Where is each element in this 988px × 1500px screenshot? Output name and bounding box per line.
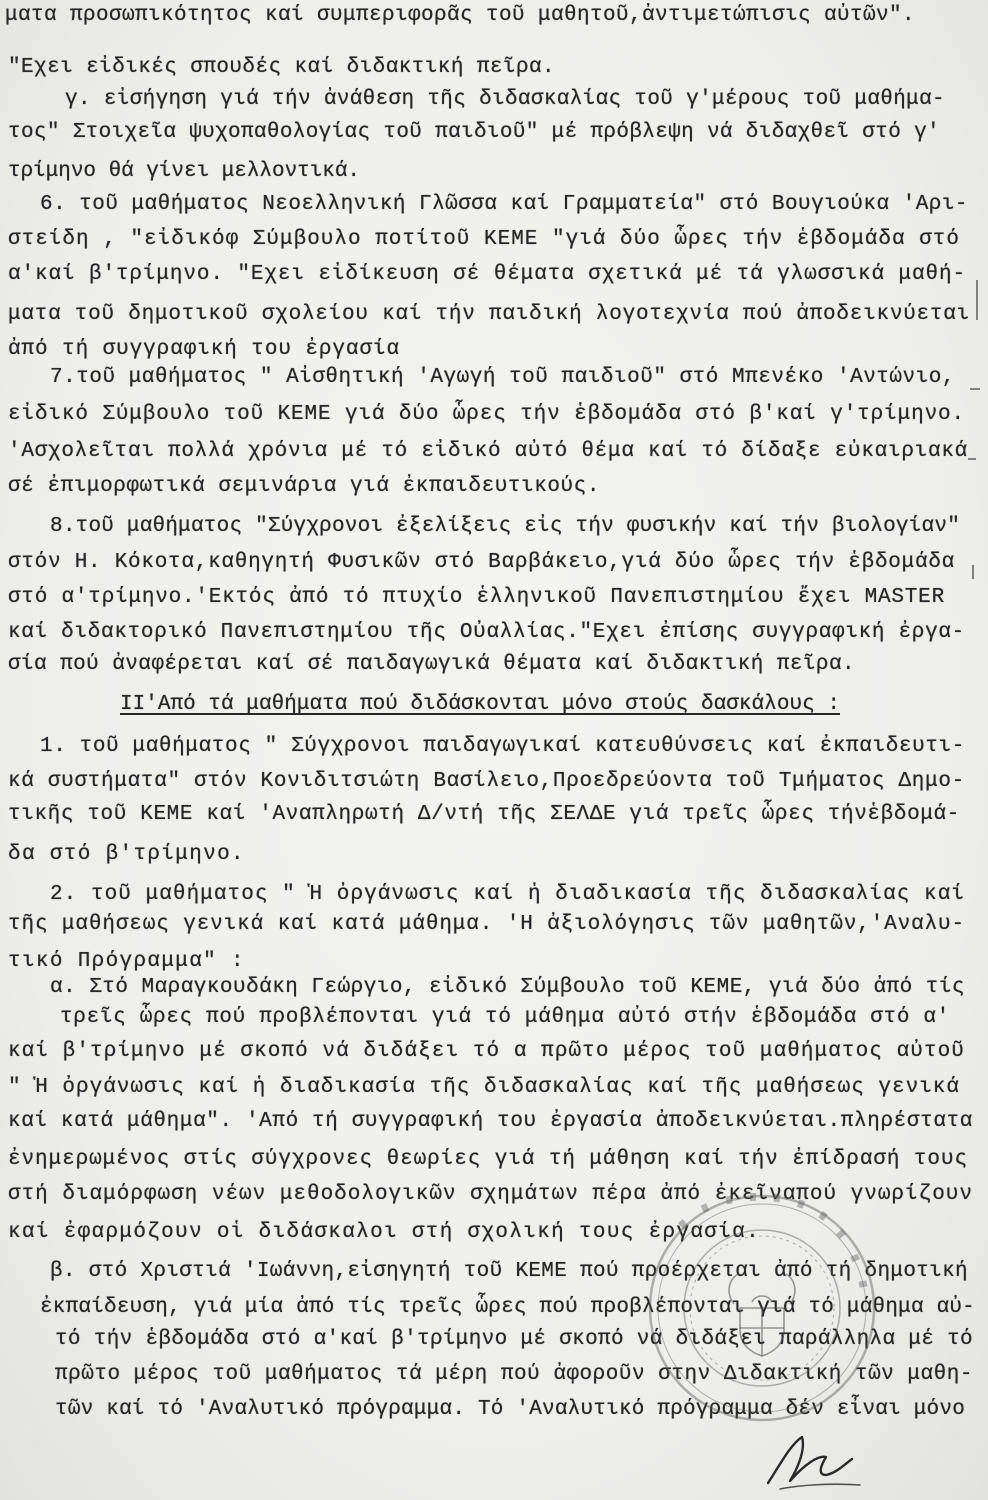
line-text: καί ἐφαρμόζουν οἱ διδάσκαλοι στή σχολική τους ἐργασία. [8,1221,761,1244]
text-line [8,652,855,678]
text-line [8,842,245,868]
text-line [50,882,965,908]
line-text: ἀπό τή συγγραφική του ἐργασία [8,338,400,361]
line-text: στή διαμόρφωση νέων μεθοδολογικῶν σχημάτων πέρα ἀπό ἐκεῖναπού γνωρίζουν [8,1183,973,1206]
line-text: στόν Η. Κόκοτα,καθηγητή Φυσικῶν στό Βαρβάκειο,γιά δύο ὧρες τήν ἑβδομάδα [8,551,956,574]
text-line [50,1259,968,1285]
line-text: εἰδικό Σύμβουλο τοῦ ΚΕΜΕ γιά δύο ὧρες τήν ἑβδομάδα στό β'καί γ'τρίμηνο. [8,403,966,426]
text-line [40,192,968,218]
line-text: 1. τοῦ μαθήματος " Σύγχρονοι παιδαγωγικαί κατευθύνσεις καί ἐκπαιδευτι- [40,735,965,758]
line-text: β. στό Χριστιά 'Ιωάννη,εἰσηγητή τοῦ ΚΕΜΕ πού προέρχεται ἀπό τή δημοτική [50,1260,968,1283]
line-text: ματα τοῦ δημοτικοῦ σχολείου καί τήν παιδική λογοτεχνία πού ἀποδεικνύεται [8,303,970,326]
text-line [8,262,966,288]
text-line [40,734,965,760]
text-line [8,949,245,975]
margin-mark [968,458,976,460]
line-text: σέ ἐπιμορφωτικά σεμινάρια γιά ἐκπαιδευτικούς. [8,475,600,498]
text-line [55,1397,965,1423]
line-text: στό α'τρίμηνο.'Εκτός ἀπό τό πτυχίο ἑλληνικοῦ Πανεπιστημίου ἔχει MASTER [8,586,945,609]
line-text: δα στό β'τρίμηνο. [8,843,245,866]
line-text: "Εχει εἰδικές σπουδές καί διδακτική πεῖρα. [8,56,556,79]
line-text: 6. τοῦ μαθήματος Νεοελληνική Γλῶσσα καί Γραμματεία" στό Βουγιούκα 'Αρι- [40,193,968,216]
line-text: κά συστήματα" στόν Κονιδιτσιώτη Βασίλειο,Προεδρεύοντα τοῦ Τμήματος Δημο- [8,770,965,793]
signature [760,1425,870,1495]
line-text: τικῆς τοῦ ΚΕΜΕ καί 'Αναπληρωτή Δ/ντή τῆς ΣΕΛΔΕ γιά τρεῖς ὧρες τήνἑβδομά- [8,803,960,826]
text-line [50,975,965,1001]
margin-mark [976,280,978,320]
text-line [8,1109,973,1135]
text-line [55,1362,973,1388]
line-text: τρίμηνο θά γίνει μελλοντικά. [8,160,360,183]
line-text: πρῶτο μέρος τοῦ μαθήματος τά μέρη πού ἀφοροῦν στην Διδακτική τῶν μαθη- [55,1363,973,1386]
line-text: 2. τοῦ μαθήματος " Ἡ ὀργάνωσις καί ἡ διαδικασία τῆς διδασκαλίας καί [50,883,966,906]
line-text: 'Ασχολεῖται πολλά χρόνια μέ τό εἰδικό αὐτό θέμα καί τό δίδαξε εὐκαιριακά [8,440,968,463]
text-line [60,1005,950,1031]
line-text: α. Στό Μαραγκουδάκη Γεώργιο, εἰδικό Σύμβουλο τοῦ ΚΕΜΕ, γιά δύο ἀπό τίς [50,976,965,999]
line-text: 7.τοῦ μαθήματος " Αἰσθητική 'Αγωγή τοῦ παιδιοῦ" στό Μπενέκο 'Αντώνιο, [50,366,956,389]
text-line [8,620,965,646]
text-line [8,337,400,363]
text-line [8,802,960,828]
margin-mark [972,565,974,579]
line-text: γ. εἰσήγηση γιά τήν ἀνάθεση τῆς διδασκαλίας τοῦ γ'μέρους τοῦ μαθήμα- [65,88,945,111]
text-line [8,912,965,938]
text-line [8,585,945,611]
line-text: ματα προσωπικότητος καί συμπεριφορᾶς τοῦ μαθητοῦ,ἀντιμετώπισις αὐτῶν". [5,4,916,27]
line-text: τικό Πρόγραμμα" : [8,950,245,973]
heading-text: ΙΙ'Από τά μαθήματα πού διδάσκονται μόνο στούς δασκάλους : [120,693,840,716]
text-line [8,1182,973,1208]
text-line [8,159,360,185]
line-text: α'καί β'τρίμηνο. "Εχει εἰδίκευση σέ θέματα σχετικά μέ τά γλωσσικά μαθή- [8,263,967,286]
text-line [8,1220,760,1246]
text-line [8,227,960,253]
text-line [8,302,970,328]
text-line [5,3,915,29]
line-text: ἐκπαίδευση, γιά μία ἀπό τίς τρεῖς ὧρες πού προβλέπονται γιά τό μάθημα αὐ- [40,1296,975,1319]
line-text: 8.τοῦ μαθήματος "Σύγχρονοι ἐξελίξεις εἰς τήν φυσικήν καί τήν βιολογίαν" [50,515,961,538]
line-text: τῆς μαθήσεως γενικά καί κατά μάθημα. 'Η ἀξιολόγησις τῶν μαθητῶν,'Αναλυ- [8,913,966,936]
text-line [8,1039,965,1065]
section-heading [120,692,840,718]
line-text: στείδη , "εἰδικόφ Σύμβουλο ποτίτοῦ ΚΕΜΕ "γιά δύο ὧρες τήν ἑβδομάδα στό [8,228,961,251]
text-line [8,550,955,576]
text-line [50,514,960,540]
text-line [50,365,955,391]
text-line [8,1147,968,1173]
line-text: τῶν καί τό 'Αναλυτικό πρόγραμμα. Τό 'Αναλυτικό πρόγραμμα δέν εἶναι μόνο [55,1398,966,1421]
line-text: ἐνημερωμένος στίς σύγχρονες θεωρίες γιά τή μάθηση καί τήν ἐπίδρασή τους [8,1148,968,1171]
text-line [65,87,945,113]
line-text: " Ἡ ὀργάνωσις καί ἡ διαδικασία τῆς διδασκαλίας καί τῆς μαθήσεως γενικά [8,1076,961,1099]
text-line [8,769,965,795]
margin-mark [970,388,980,390]
text-line [40,1295,975,1321]
text-line [55,1327,973,1353]
text-line [8,120,940,146]
line-text: καί β'τρίμηνο μέ σκοπό νά διδάξει τό α πρῶτο μέρος τοῦ μαθήματος αὐτοῦ [8,1040,965,1063]
text-line [8,1075,960,1101]
line-text: σία πού ἀναφέρεται καί σέ παιδαγωγικά θέματα καί διδακτική πεῖρα. [8,653,856,676]
text-line [8,474,600,500]
line-text: τρεῖς ὧρες πού προβλέπονται γιά τό μάθημα αὐτό στήν ἑβδομάδα στό α' [60,1006,950,1029]
line-text: τό τήν ἑβδομάδα στό α'καί β'τρίμηνο μέ σκοπό νά διδάξει παράλληλα μέ τό [55,1328,973,1351]
line-text: καί διδακτορικό Πανεπιστημίου τῆς Οὐαλλίας."Εχει ἐπίσης συγγραφική ἐργα- [8,621,965,644]
line-text: τος" Στοιχεῖα ψυχοπαθολογίας τοῦ παιδιοῦ" μέ πρόβλεψη νά διδαχθεῖ στό γ' [8,121,940,144]
line-text: καί κατά μάθημα". 'Από τή συγγραφική του ἐργασία ἀποδεικνύεται.πληρέστατα [8,1110,973,1133]
text-line [8,55,555,81]
text-line [8,439,968,465]
text-line [8,402,965,428]
